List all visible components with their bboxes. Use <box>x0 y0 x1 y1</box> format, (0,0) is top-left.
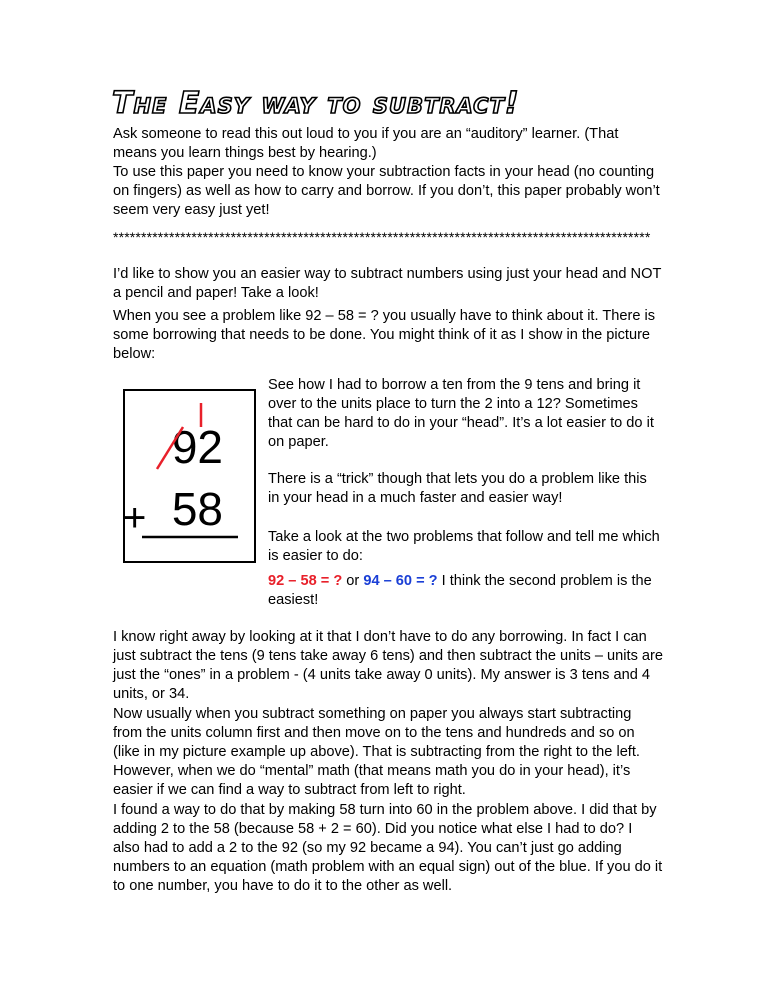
side-paragraph-trick: There is a “trick” though that lets you do a problem like this in your head in a much faster and easier way! <box>268 471 647 506</box>
asterisk-divider: ************************************************************************************************ <box>113 229 651 245</box>
top-number: 92 <box>171 421 223 473</box>
side-paragraph-compare: Take a look at the two problems that follow and tell me which is easier to do: <box>268 529 660 564</box>
equation-easy: 94 – 60 = ? <box>363 573 438 589</box>
borrow-example-figure <box>123 389 256 563</box>
side-paragraph-borrow: See how I had to borrow a ten from the 9 tens and bring it over to the units place to turn the 2 into a 12? Sometimes that can be hard to do in your “head”. It’s a lot easier to do it on paper. <box>268 377 654 450</box>
paragraph-no-borrowing: I know right away by looking at it that I don’t have to do any borrowing. In fact I can just subtract the tens (9 tens take away 6 tens) and then subtract the units – units are just the “ones” in a problem - (4 units take away 0 units). My answer is 3 tens and 4 units, or 34. <box>113 629 664 702</box>
operator-sign: + <box>125 496 147 540</box>
paragraph-easier-way: I’d like to show you an easier way to subtract numbers using just your head and NOT a pencil and paper! Take a look! <box>113 266 662 301</box>
equation-hard: 92 – 58 = ? <box>268 573 343 589</box>
or-text: or <box>342 573 364 589</box>
paragraph-left-to-right: Now usually when you subtract something on paper you always start subtracting from the units column first and then move on to the tens and hundreds and so on (like in my picture example up above). That is subtracting from the right to the left. However, when we do “mental” math (that means math you do in your head), it’s easier if we can find a way to subtract from left to right. <box>113 706 640 798</box>
side-paragraph-equations <box>268 572 662 610</box>
intro-paragraph-auditory: Ask someone to read this out loud to you if you are an “auditory” learner. (That means you learn things best by hearing.) <box>113 126 619 161</box>
intro-paragraph-requirements: To use this paper you need to know your subtraction facts in your head (no counting on fingers) as well as how to carry and borrow. If you don’t, this paper probably won’t seem very easy just yet! <box>113 164 660 218</box>
borrow-example-drawing <box>125 391 254 561</box>
paragraph-borrowing-problem: When you see a problem like 92 – 58 = ? you usually have to think about it. There is some borrowing that needs to be done. You might think of it as I show in the picture below: <box>113 308 656 362</box>
page-title: The Easy way to subtract! <box>112 86 520 121</box>
second-easiest-text: I think the second problem is the easiest! <box>268 573 652 608</box>
paragraph-add-two: I found a way to do that by making 58 turn into 60 in the problem above. I did that by adding 2 to the 58 (because 58 + 2 = 60). Did you notice what else I had to do? I also had to add a 2 to the 92 (so my 92 became a 94). You can’t just go adding numbers to an equation (math problem with an equal sign) out of the blue. If you do it to one number, you have to do it to the other as well. <box>113 802 663 894</box>
bottom-number: 58 <box>171 483 223 535</box>
